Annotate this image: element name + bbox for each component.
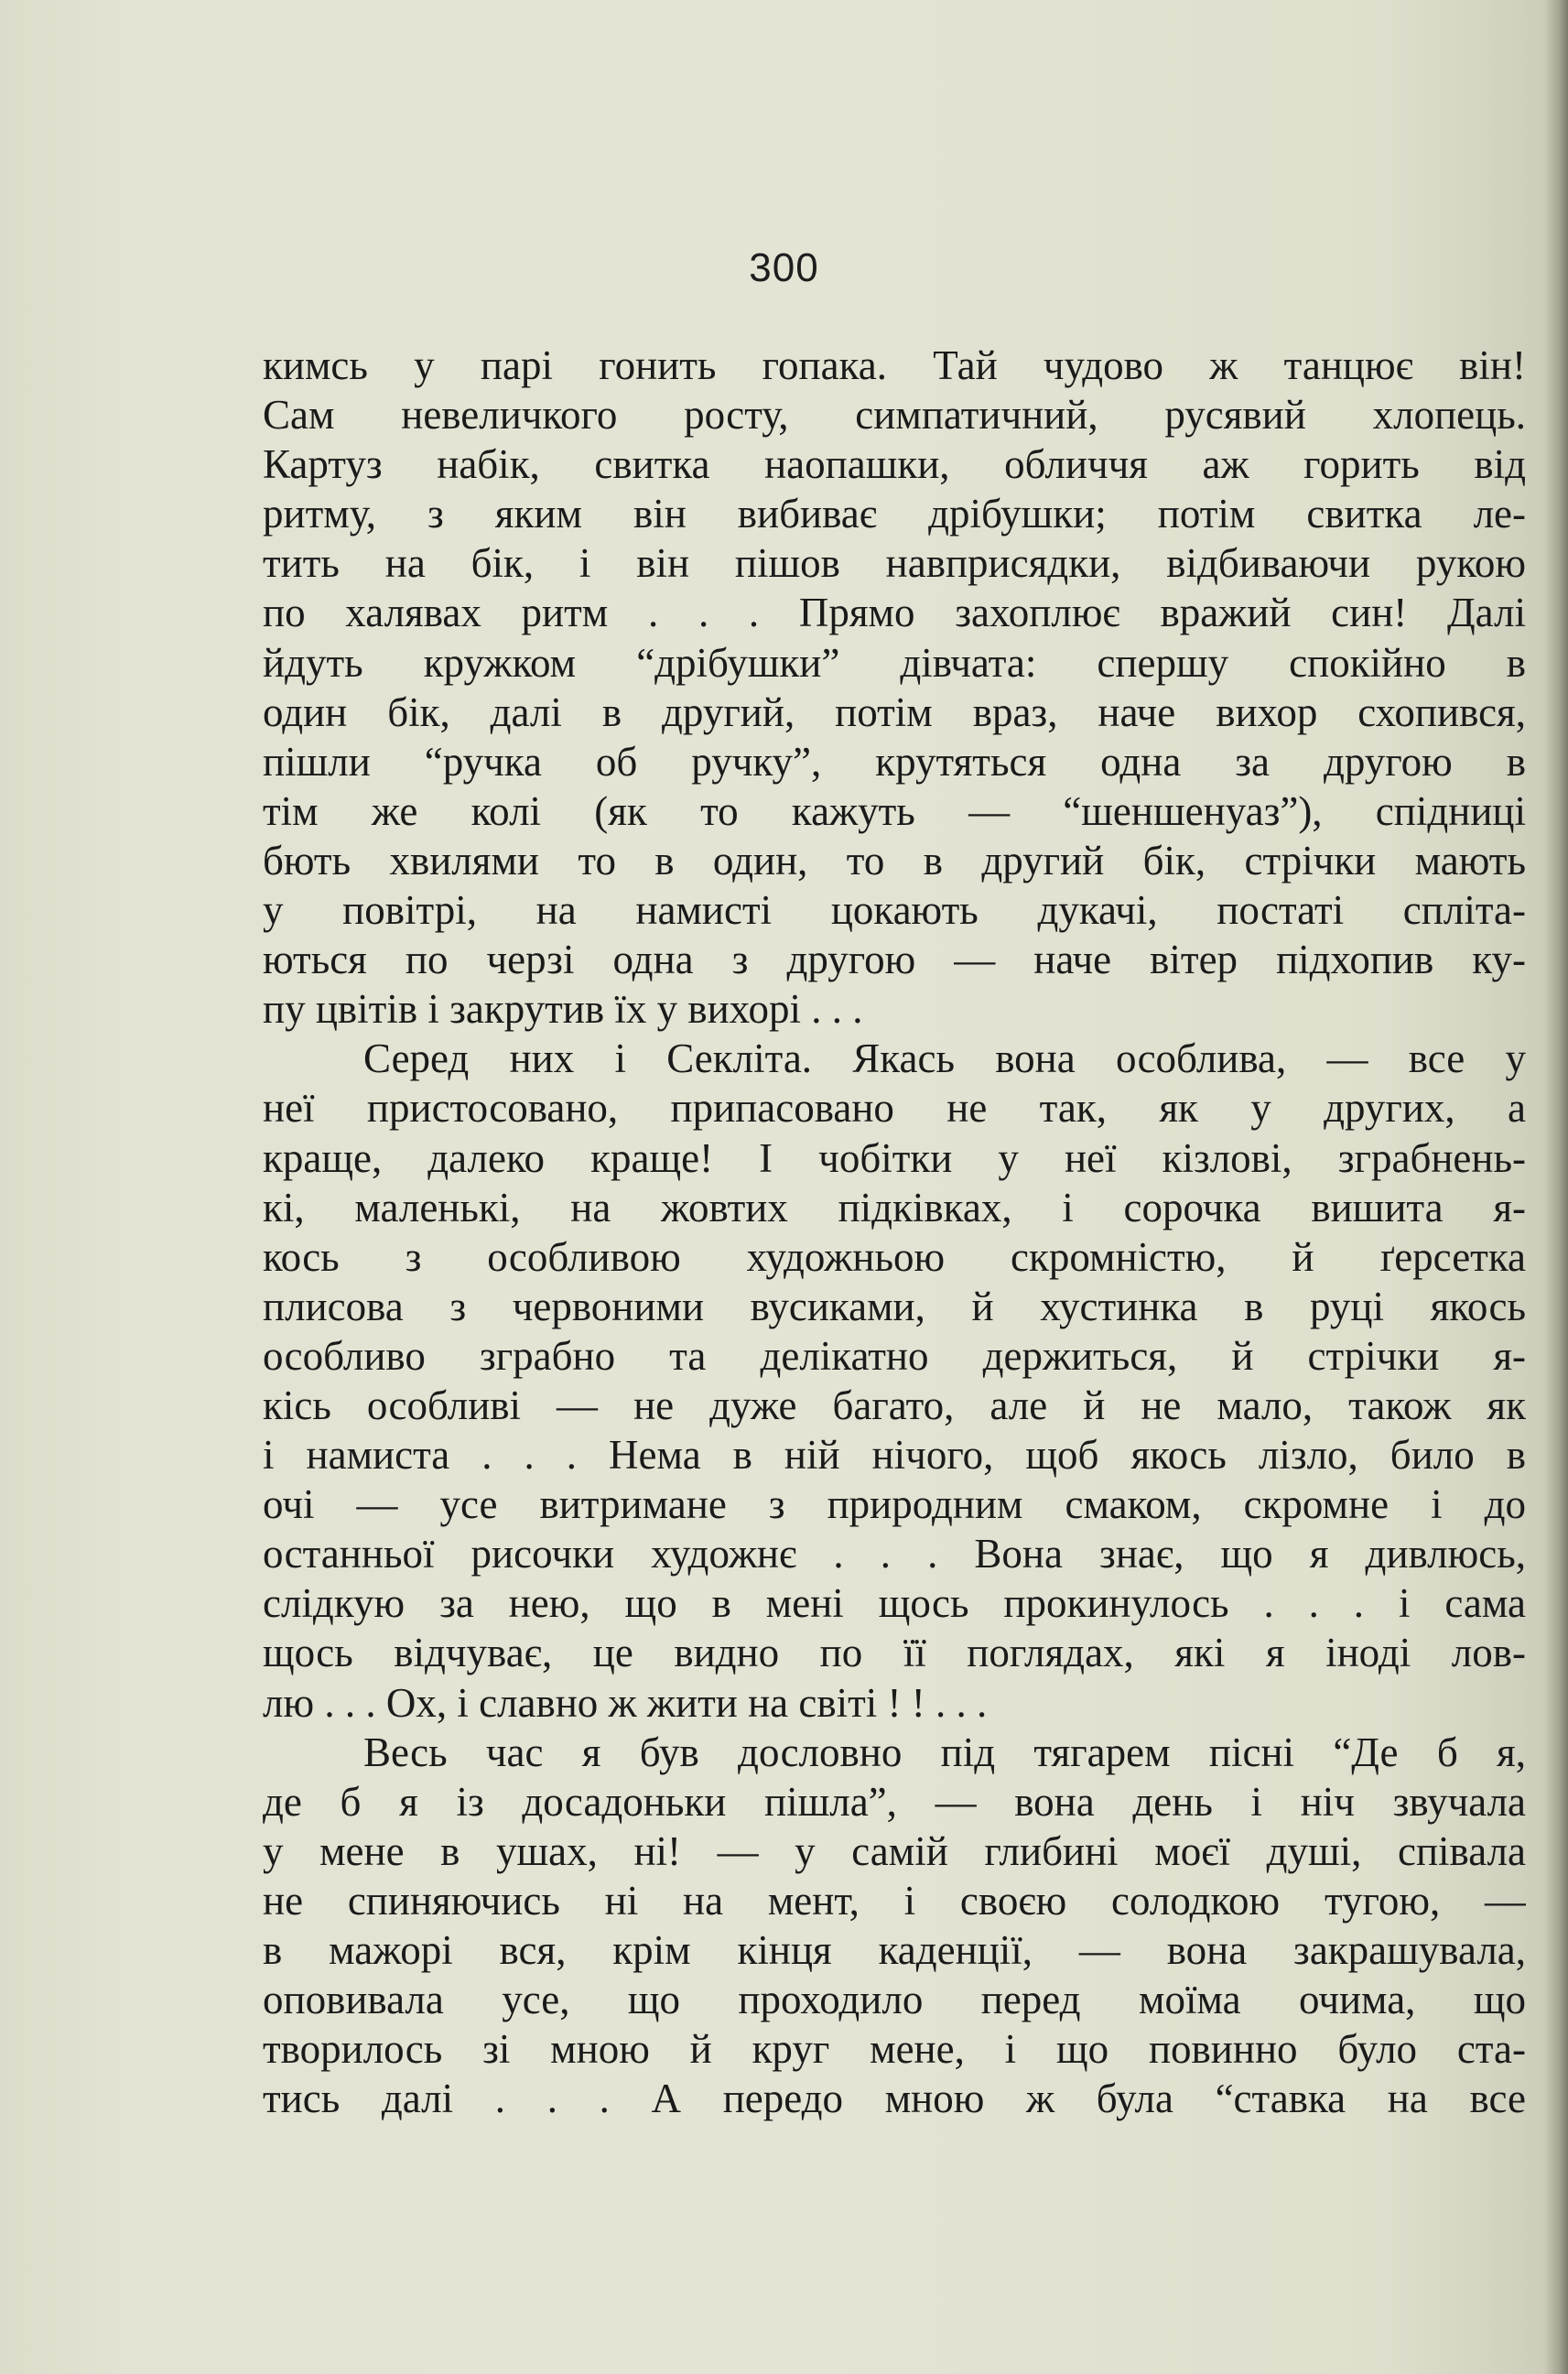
text-line: кі, маленькі, на жовтих підківках, і сорочка вишита я- <box>263 1184 1526 1230</box>
text-line: неї пристосовано, припасовано не так, як у других, а <box>263 1085 1526 1132</box>
text-line: Сам невеличкого росту, симпатичний, русявий хлопець. <box>263 392 1526 439</box>
text-line: де б я із досадоньки пішла”, — вона день і ніч звучала <box>263 1778 1526 1825</box>
text-line: очі — усе витримане з природним смаком, скромне і до <box>263 1481 1526 1528</box>
text-line: ритму, з яким він вибиває дрібушки; потім свитка ле- <box>263 491 1526 537</box>
text-line: один бік, далі в другий, потім враз, наче вихор схопився, <box>263 688 1526 735</box>
text-line: щось відчуває, це видно по її поглядах, які я іноді лов- <box>263 1630 1526 1676</box>
text-line: по халявах ритм . . . Прямо захоплює вражий син! Далі <box>263 590 1526 636</box>
text-line: не спиняючись ні на мент, і своєю солодкою тугою, — <box>263 1877 1526 1924</box>
paragraph-start-line: Весь час я був дословно під тягарем пісні “Де б я, <box>363 1729 1526 1775</box>
paragraph-start-line: Серед них і Секліта. Якась вона особлива, — все у <box>363 1035 1526 1082</box>
text-line: кось з особливою художньою скромністю, й ґерсетка <box>263 1233 1526 1280</box>
page-edge-shadow <box>1544 0 1568 2374</box>
text-line: і намиста . . . Нема в ній нічого, щоб якось лізло, било в <box>263 1432 1526 1479</box>
text-line: йдуть кружком “дрібушки” дівчата: спершу спокійно в <box>263 639 1526 686</box>
paragraph-end-line: лю . . . Ох, і славно ж жити на світі ! ! . . . <box>263 1679 988 1726</box>
text-line: плисова з червоними вусиками, й хустинка в руці якось <box>263 1283 1526 1329</box>
text-line: слідкую за нею, що в мені щось прокинулось . . . і сама <box>263 1580 1526 1627</box>
page-number: 300 <box>749 245 819 290</box>
text-line: тить на бік, і він пішов навприсядки, відбиваючи рукою <box>263 540 1526 587</box>
text-line: особливо зграбно та делікатно держиться, й стрічки я- <box>263 1332 1526 1379</box>
text-line: ються по черзі одна з другою — наче вітер підхопив ку- <box>263 937 1526 983</box>
text-line: тись далі . . . А передо мною ж була “ставка на все <box>263 2076 1526 2122</box>
text-line: краще, далеко краще! І чобітки у неї кізлові, зграбнень- <box>263 1134 1526 1181</box>
text-line: бють хвилями то в один, то в другий бік, стрічки мають <box>263 837 1526 883</box>
text-line: кісь особливі — не дуже багато, але й не мало, також як <box>263 1382 1526 1428</box>
text-line: пішли “ручка об ручку”, крутяться одна за другою в <box>263 738 1526 785</box>
text-line: останньої рисочки художнє . . . Вона знає, що я дивлюсь, <box>263 1531 1526 1577</box>
text-line: творилось зі мною й круг мене, і що повинно було ста- <box>263 2026 1526 2073</box>
text-line: кимсь у парі гонить гопака. Тай чудово ж танцює він! <box>263 342 1526 388</box>
body-text <box>263 341 1526 2123</box>
paragraph-end-line: пу цвітів і закрутив їх у вихорі . . . <box>263 986 863 1033</box>
text-line: тім же колі (як то кажуть — “шеншенуаз”), спідниці <box>263 787 1526 834</box>
text-line: оповивала усе, що проходило перед моїма очима, що <box>263 1977 1526 2023</box>
text-line: у мене в ушах, ні! — у самій глибині моєї душі, співала <box>263 1827 1526 1874</box>
text-line: у повітрі, на намисті цокають дукачі, постаті спліта- <box>263 887 1526 934</box>
text-line: Картуз набік, свитка наопашки, обличчя аж горить від <box>263 441 1526 488</box>
text-line: в мажорі вся, крім кінця каденції, — вона закрашувала, <box>263 1927 1526 1973</box>
